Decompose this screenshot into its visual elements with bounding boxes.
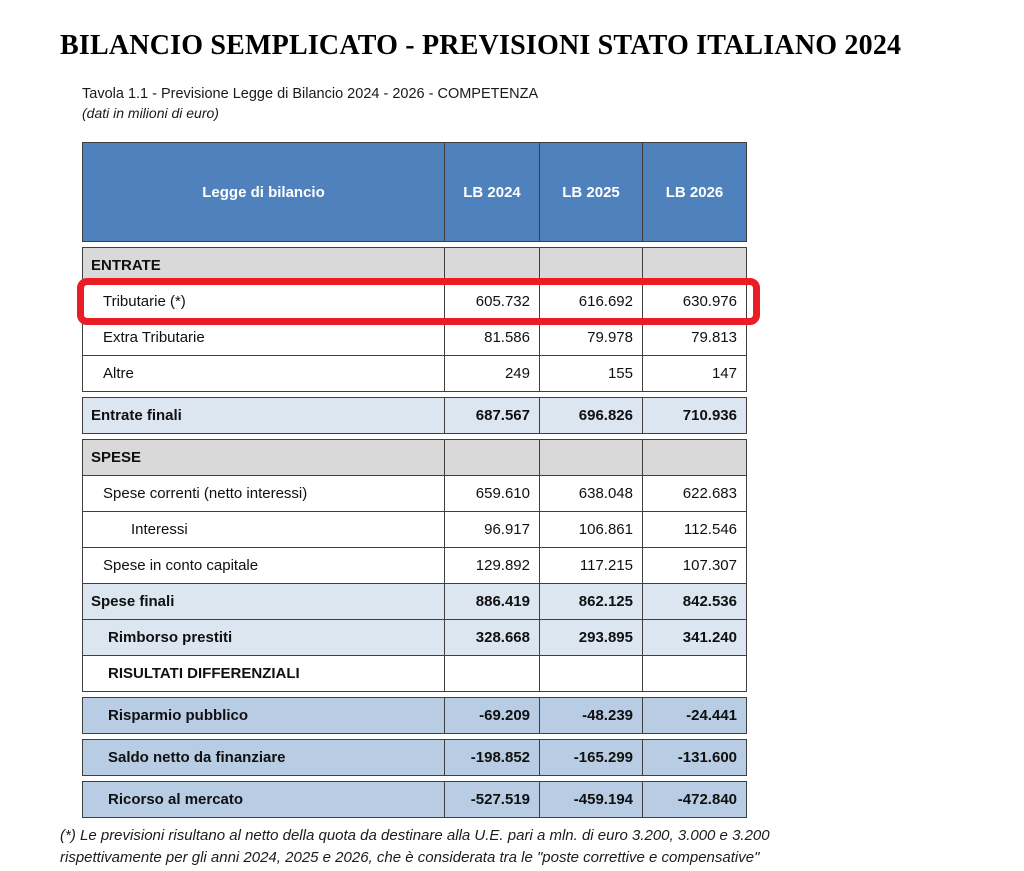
row-value-tributarie-lb-2026: 630.976 — [642, 284, 746, 319]
row-value-interessi-lb-2026: 112.546 — [642, 512, 746, 547]
row-value-rimborso-prestiti-lb-2024: 328.668 — [444, 620, 539, 655]
table-header-row — [82, 142, 747, 242]
row-value-risultati-differenziali-lb-2026 — [642, 656, 746, 691]
document-page — [0, 30, 1024, 871]
row-label-tributarie: Tributarie (*) — [103, 293, 186, 310]
row-value-entrate-finali-lb-2026: 710.936 — [642, 398, 746, 433]
row-value-entrate-finali-lb-2025: 696.826 — [539, 398, 642, 433]
row-value-spese-finali-lb-2025: 862.125 — [539, 584, 642, 619]
row-value-spese-lb-2026 — [642, 440, 746, 475]
column-header-lb-2025: LB 2025 — [539, 143, 642, 241]
row-value-ricorso-mercato-lb-2024: -527.519 — [444, 782, 539, 817]
row-label-extra-tributarie: Extra Tributarie — [103, 329, 205, 346]
row-label-spese-conto-capitale: Spese in conto capitale — [103, 557, 259, 574]
row-value-rimborso-prestiti-lb-2025: 293.895 — [539, 620, 642, 655]
table-row-interessi — [82, 511, 747, 548]
column-header-legge-di-bilancio: Legge di bilancio — [202, 183, 325, 201]
row-value-saldo-netto-lb-2025: -165.299 — [539, 740, 642, 775]
column-header-lb-2024: LB 2024 — [444, 143, 539, 241]
footnote-line-1: (*) Le previsioni risultano al netto della quota da destinare alla U.E. pari a mln. di euro 3.200, 3.000 e 3.200 — [60, 827, 770, 844]
row-value-risparmio-pubblico-lb-2024: -69.209 — [444, 698, 539, 733]
row-label-entrate: ENTRATE — [91, 257, 161, 274]
table-row-spese — [82, 439, 747, 476]
table-row-risparmio-pubblico — [82, 697, 747, 734]
row-value-risultati-differenziali-lb-2024 — [444, 656, 539, 691]
row-label-rimborso-prestiti: Rimborso prestiti — [108, 629, 233, 646]
table-row-entrate-finali — [82, 397, 747, 434]
row-value-tributarie-lb-2024: 605.732 — [444, 284, 539, 319]
budget-table — [82, 142, 747, 818]
row-label-risparmio-pubblico: Risparmio pubblico — [108, 707, 249, 724]
row-value-spese-correnti-lb-2026: 622.683 — [642, 476, 746, 511]
row-value-altre-lb-2024: 249 — [444, 356, 539, 391]
row-value-risparmio-pubblico-lb-2025: -48.239 — [539, 698, 642, 733]
row-value-saldo-netto-lb-2024: -198.852 — [444, 740, 539, 775]
row-label-saldo-netto: Saldo netto da finanziare — [108, 749, 286, 766]
row-value-ricorso-mercato-lb-2026: -472.840 — [642, 782, 746, 817]
row-value-spese-correnti-lb-2024: 659.610 — [444, 476, 539, 511]
row-label-altre: Altre — [103, 365, 134, 382]
row-value-extra-tributarie-lb-2025: 79.978 — [539, 320, 642, 355]
row-value-spese-conto-capitale-lb-2024: 129.892 — [444, 548, 539, 583]
page-title: BILANCIO SEMPLICATO - PREVISIONI STATO ITALIANO 2024 — [60, 30, 902, 61]
row-value-entrate-lb-2025 — [539, 248, 642, 283]
row-value-extra-tributarie-lb-2024: 81.586 — [444, 320, 539, 355]
row-label-risultati-differenziali: RISULTATI DIFFERENZIALI — [108, 665, 300, 682]
table-caption-note: (dati in milioni di euro) — [82, 105, 219, 121]
row-value-risultati-differenziali-lb-2025 — [539, 656, 642, 691]
row-label-entrate-finali: Entrate finali — [91, 407, 182, 424]
row-label-ricorso-mercato: Ricorso al mercato — [108, 791, 244, 808]
row-value-entrate-lb-2024 — [444, 248, 539, 283]
table-row-extra-tributarie — [82, 319, 747, 356]
row-label-spese: SPESE — [91, 449, 142, 466]
row-value-spese-lb-2024 — [444, 440, 539, 475]
row-label-spese-finali: Spese finali — [91, 593, 175, 610]
row-value-interessi-lb-2025: 106.861 — [539, 512, 642, 547]
row-value-interessi-lb-2024: 96.917 — [444, 512, 539, 547]
row-label-spese-correnti: Spese correnti (netto interessi) — [103, 485, 308, 502]
row-value-spese-conto-capitale-lb-2026: 107.307 — [642, 548, 746, 583]
table-row-risultati-differenziali — [82, 655, 747, 692]
table-row-spese-conto-capitale — [82, 547, 747, 584]
row-value-entrate-finali-lb-2024: 687.567 — [444, 398, 539, 433]
table-row-ricorso-mercato — [82, 781, 747, 818]
row-value-spese-correnti-lb-2025: 638.048 — [539, 476, 642, 511]
row-value-risparmio-pubblico-lb-2026: -24.441 — [642, 698, 746, 733]
column-header-lb-2026: LB 2026 — [642, 143, 746, 241]
row-label-interessi: Interessi — [131, 521, 188, 538]
table-footnote — [60, 825, 780, 869]
row-value-spese-finali-lb-2024: 886.419 — [444, 584, 539, 619]
row-value-saldo-netto-lb-2026: -131.600 — [642, 740, 746, 775]
row-value-ricorso-mercato-lb-2025: -459.194 — [539, 782, 642, 817]
table-caption-block — [82, 86, 1024, 121]
row-value-extra-tributarie-lb-2026: 79.813 — [642, 320, 746, 355]
row-value-altre-lb-2026: 147 — [642, 356, 746, 391]
row-value-rimborso-prestiti-lb-2026: 341.240 — [642, 620, 746, 655]
row-value-spese-lb-2025 — [539, 440, 642, 475]
table-rows — [82, 247, 747, 818]
table-row-rimborso-prestiti — [82, 619, 747, 656]
table-row-altre — [82, 355, 747, 392]
table-caption: Tavola 1.1 - Previsione Legge di Bilancio 2024 - 2026 - COMPETENZA — [82, 86, 539, 102]
row-value-altre-lb-2025: 155 — [539, 356, 642, 391]
row-value-entrate-lb-2026 — [642, 248, 746, 283]
table-row-entrate — [82, 247, 747, 284]
table-row-saldo-netto — [82, 739, 747, 776]
row-value-spese-finali-lb-2026: 842.536 — [642, 584, 746, 619]
row-value-spese-conto-capitale-lb-2025: 117.215 — [539, 548, 642, 583]
table-row-spese-correnti — [82, 475, 747, 512]
row-value-tributarie-lb-2025: 616.692 — [539, 284, 642, 319]
footnote-line-2: rispettivamente per gli anni 2024, 2025 e 2026, che è considerata tra le "poste correttive e compensative" — [60, 848, 760, 866]
table-row-spese-finali — [82, 583, 747, 620]
table-row-tributarie — [82, 283, 747, 320]
